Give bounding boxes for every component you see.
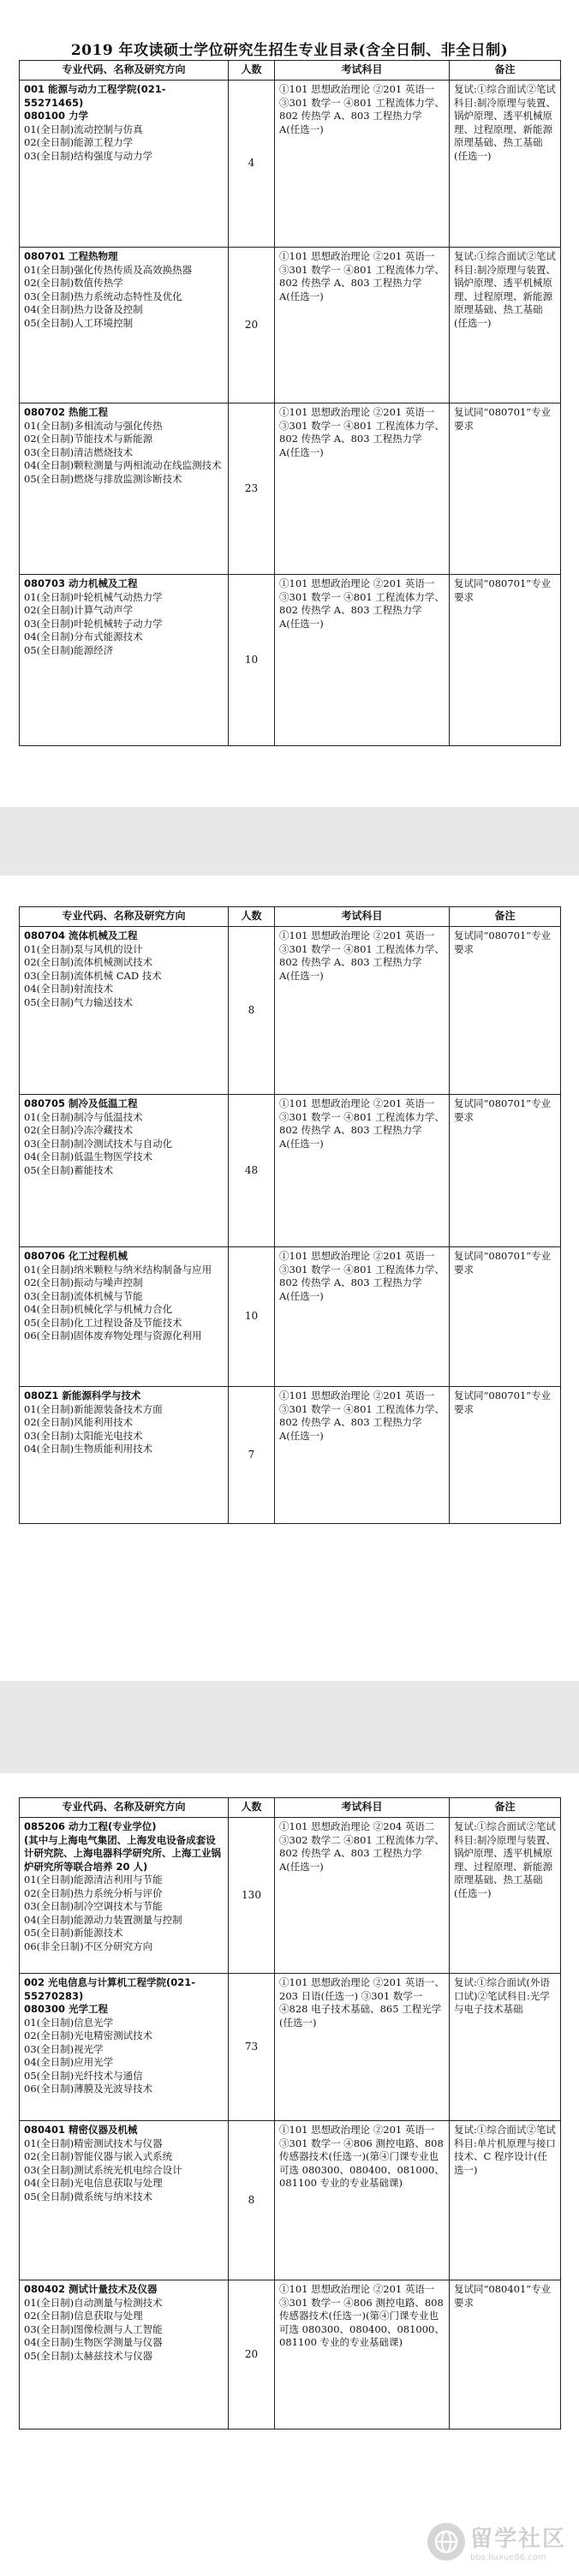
research-direction: 04(全日制)光电信息获取与处理	[24, 2177, 163, 2189]
research-direction: 05(全日制)新能源技术	[24, 1927, 123, 1939]
research-direction: 05(全日制)化工过程设备及节能技术	[24, 1316, 182, 1329]
table-row	[20, 1387, 561, 1524]
research-direction: 05(全日制)蓄能技术	[24, 1163, 114, 1176]
major-heading: 080706 化工过程机械	[24, 1250, 128, 1262]
major-heading: (其中与上海电气集团、上海发电设备成套设计研究院、上海电器科学研究所、上海工业锅炉研究所等联合培养 20 人)	[24, 1833, 221, 1873]
header-count: 人数	[229, 1798, 275, 1818]
page-title: 2019 年攻读硕士学位研究生招生专业目录(含全日制、非全日制)	[70, 42, 509, 59]
catalog-page-1	[0, 0, 579, 754]
notes-cell: 复试:①综合面试②笔试科目:制冷原理与装置、锅炉原理、透平机械原理、过程原理、新能源原理基础、热工基础(任选一)	[450, 81, 561, 248]
research-direction: 06(非全日制)不区分研究方向	[24, 1939, 153, 1952]
enrollment-count: 8	[229, 2121, 275, 2280]
notes-cell: 复试:①综合面试②笔试科目:单片机原理与接口技术、C 程序设计(任选一)	[450, 2121, 561, 2280]
notes-cell: 复试:①综合面试②笔试科目:制冷原理与装置、锅炉原理、透平机械原理、过程原理、新能源原理基础、热工基础(任选一)	[450, 1818, 561, 1974]
research-direction: 05(全日制)能源经济	[24, 643, 114, 656]
major-heading: 002 光电信息与计算机工程学院(021-55270283)	[24, 1976, 196, 2002]
notes-cell: 复试:①综合面试②笔试科目:制冷原理与装置、锅炉原理、透平机械原理、过程原理、新能源原理基础、热工基础(任选一)	[450, 248, 561, 403]
major-cell	[20, 403, 229, 575]
exam-subjects: ①101 思想政治理论 ②201 英语一 ③301 数学一 ④801 工程流体力学、802 传热学 A、803 工程热力学 A(任选一)	[275, 1247, 450, 1387]
major-heading: 080100 力学	[24, 110, 89, 122]
research-direction: 01(全日制)新能源装备技术方面	[24, 1402, 163, 1415]
research-direction: 01(全日制)能源清洁利用与节能	[24, 1874, 163, 1886]
research-direction: 02(全日制)数值传热学	[24, 277, 123, 289]
header-major: 专业代码、名称及研究方向	[20, 1798, 229, 1818]
watermark-name: 留学社区	[469, 2526, 566, 2552]
research-direction: 05(全日制)燃烧与排放监测诊断技术	[24, 472, 182, 485]
table-header-row	[20, 1798, 561, 1818]
research-direction: 02(全日制)节能技术与新能源	[24, 433, 153, 445]
research-direction: 04(全日制)生物医学测量与仪器	[24, 2336, 163, 2348]
major-cell	[20, 248, 229, 403]
research-direction: 03(全日制)结构强度与动力学	[24, 149, 153, 162]
research-direction: 04(全日制)机械化学与机械力合化	[24, 1303, 173, 1315]
enrollment-count: 10	[229, 575, 275, 746]
major-heading: 085206 动力工程(专业学位)	[24, 1820, 157, 1832]
research-direction: 02(全日制)计算气动声学	[24, 604, 134, 616]
research-direction: 03(全日制)太阳能光电技术	[24, 1429, 143, 1442]
exam-subjects: ①101 思想政治理论 ②201 英语一 ③301 数学一 ④801 工程流体力学、802 传热学 A、803 工程热力学 A(任选一)	[275, 1387, 450, 1524]
research-direction: 01(全日制)自动测量与检测技术	[24, 2296, 163, 2309]
enrollment-count: 48	[229, 1095, 275, 1247]
research-direction: 05(全日制)太赫兹技术与仪器	[24, 2349, 153, 2362]
research-direction: 04(全日制)能源动力装置测量与控制	[24, 1913, 182, 1926]
header-count: 人数	[229, 61, 275, 81]
table-row	[20, 927, 561, 1095]
table-row	[20, 1818, 561, 1974]
research-direction: 04(全日制)颗粒测量与两相流动在线监测技术	[24, 459, 222, 471]
major-cell	[20, 1818, 229, 1974]
table-row	[20, 1974, 561, 2121]
table-row	[20, 2121, 561, 2280]
notes-cell: 复试同“080701”专业要求	[450, 1387, 561, 1524]
research-direction: 01(全日制)叶轮机械气动热力学	[24, 590, 163, 603]
research-direction: 03(全日制)制冷测试技术与自动化	[24, 1137, 173, 1150]
catalog-table	[19, 60, 561, 746]
table-header-row	[20, 61, 561, 81]
research-direction: 01(全日制)精密测试技术与仪器	[24, 2137, 163, 2149]
research-direction: 06(全日制)固体废弃物处理与资源化利用	[24, 1330, 202, 1342]
research-direction: 02(全日制)能源工程力学	[24, 136, 134, 148]
enrollment-count: 20	[229, 2280, 275, 2430]
research-direction: 01(全日制)强化传热传质及高效换热器	[24, 263, 193, 276]
notes-cell: 复试同“080701”专业要求	[450, 1095, 561, 1247]
catalog-page-2	[0, 876, 579, 1681]
table-row	[20, 403, 561, 575]
enrollment-count: 23	[229, 403, 275, 575]
header-count: 人数	[229, 907, 275, 927]
header-subjects: 考试科目	[275, 1798, 450, 1818]
research-direction: 03(全日制)清洁燃烧技术	[24, 445, 134, 458]
research-direction: 06(全日制)薄膜及光波导技术	[24, 2083, 153, 2095]
major-cell	[20, 1247, 229, 1387]
research-direction: 05(全日制)微系统与纳米技术	[24, 2190, 153, 2202]
exam-subjects: ①101 思想政治理论 ②201 英语一、203 日语(任选一) ③301 数学一 ④828 电子技术基础、865 工程光学(任选一)	[275, 1974, 450, 2121]
research-direction: 03(全日制)图像检测与人工智能	[24, 2322, 163, 2335]
table-row	[20, 1247, 561, 1387]
header-subjects: 考试科目	[275, 61, 450, 81]
research-direction: 03(全日制)叶轮机械转子动力学	[24, 617, 163, 630]
research-direction: 01(全日制)多相流动与强化传热	[24, 419, 163, 432]
research-direction: 04(全日制)低温生物医学技术	[24, 1151, 153, 1162]
exam-subjects: ①101 思想政治理论 ②201 英语一 ③301 数学一 ④801 工程流体力学、802 传热学 A、803 工程热力学 A(任选一)	[275, 927, 450, 1095]
major-cell	[20, 1974, 229, 2121]
exam-subjects: ①101 思想政治理论 ②201 英语一 ③301 数学一 ④801 工程流体力学、802 传热学 A、803 工程热力学 A(任选一)	[275, 1095, 450, 1247]
table-row	[20, 2280, 561, 2430]
major-cell	[20, 1095, 229, 1247]
header-notes: 备注	[450, 61, 561, 81]
globe-icon	[427, 2523, 465, 2561]
page-gap	[0, 1681, 579, 1773]
table-row	[20, 248, 561, 403]
research-direction: 02(全日制)信息获取与处理	[24, 2310, 143, 2322]
research-direction: 04(全日制)热力设备及控制	[24, 303, 143, 315]
enrollment-count: 130	[229, 1818, 275, 1974]
enrollment-count: 8	[229, 927, 275, 1095]
catalog-table	[19, 906, 561, 1524]
research-direction: 05(全日制)光纤技术与通信	[24, 2069, 143, 2082]
research-direction: 02(全日制)热力系统分析与评价	[24, 1886, 163, 1899]
notes-cell: 复试同“080401”专业要求	[450, 2280, 561, 2430]
research-direction: 03(全日制)流体机械与节能	[24, 1289, 143, 1302]
notes-cell: 复试同“080701”专业要求	[450, 1247, 561, 1387]
notes-cell: 复试同“080701”专业要求	[450, 927, 561, 1095]
research-direction: 02(全日制)冷冻冷藏技术	[24, 1124, 134, 1136]
major-cell	[20, 2121, 229, 2280]
research-direction: 04(全日制)应用光学	[24, 2056, 114, 2068]
exam-subjects: ①101 思想政治理论 ②201 英语一 ③301 数学一 ④801 工程流体力学、802 传热学 A、803 工程热力学 A(任选一)	[275, 403, 450, 575]
exam-subjects: ①101 思想政治理论 ②201 英语一 ③301 数学一 ④801 工程流体力学、802 传热学 A、803 工程热力学 A(任选一)	[275, 81, 450, 248]
header-notes: 备注	[450, 1798, 561, 1818]
header-major: 专业代码、名称及研究方向	[20, 907, 229, 927]
research-direction: 04(全日制)射流技术	[24, 983, 114, 995]
notes-cell: 复试同“080701”专业要求	[450, 403, 561, 575]
header-notes: 备注	[450, 907, 561, 927]
major-heading: 080704 流体机械及工程	[24, 929, 138, 941]
table-row	[20, 575, 561, 746]
watermark-url: bbs.liuxue86.com	[469, 2553, 546, 2562]
research-direction: 02(全日制)流体机械测试技术	[24, 956, 153, 968]
research-direction: 01(全日制)泵与风机的设计	[24, 942, 143, 955]
major-heading: 080402 测试计量技术及仪器	[24, 2283, 158, 2295]
research-direction: 01(全日制)制冷与低温技术	[24, 1110, 143, 1123]
table-header-row	[20, 907, 561, 927]
research-direction: 05(全日制)人工环境控制	[24, 316, 134, 329]
notes-cell: 复试同“080701”专业要求	[450, 575, 561, 746]
research-direction: 02(全日制)智能仪器与嵌入式系统	[24, 2150, 173, 2162]
major-heading: 080702 热能工程	[24, 406, 109, 418]
major-cell	[20, 1387, 229, 1524]
research-direction: 01(全日制)流动控制与仿真	[24, 123, 143, 135]
major-heading: 001 能源与动力工程学院(021-55271465)	[24, 83, 166, 109]
major-cell	[20, 2280, 229, 2430]
major-heading: 080705 制冷及低温工程	[24, 1097, 138, 1109]
exam-subjects: ①101 思想政治理论 ②201 英语一 ③301 数学一 ④801 工程流体力学、802 传热学 A、803 工程热力学 A(任选一)	[275, 248, 450, 403]
catalog-page-3	[0, 1773, 579, 2576]
page-gap	[0, 807, 579, 876]
exam-subjects: ①101 思想政治理论 ②201 英语一 ③301 数学一 ④806 测控电路、808 传感器技术(任选一)(第④门课专业也可选 080300、080400、081000、081100 专业的专业基础课)	[275, 2121, 450, 2280]
research-direction: 04(全日制)分布式能源技术	[24, 631, 143, 643]
research-direction: 03(全日制)流体机械 CAD 技术	[24, 969, 162, 982]
enrollment-count: 10	[229, 1247, 275, 1387]
major-heading: 080701 工程热物理	[24, 250, 118, 262]
major-cell	[20, 575, 229, 746]
header-subjects: 考试科目	[275, 907, 450, 927]
exam-subjects: ①101 思想政治理论 ②204 英语二 ③302 数学二 ④801 工程流体力学、802 传热学 A、803 工程热力学 A(任选一)	[275, 1818, 450, 1974]
table-row	[20, 81, 561, 248]
research-direction: 03(全日制)热力系统动态特性及优化	[24, 290, 182, 302]
research-direction: 01(全日制)信息光学	[24, 2016, 114, 2029]
research-direction: 05(全日制)气力输送技术	[24, 995, 134, 1008]
enrollment-count: 4	[229, 81, 275, 248]
research-direction: 03(全日制)制冷空调技术与节能	[24, 1900, 163, 1912]
enrollment-count: 73	[229, 1974, 275, 2121]
major-heading: 080300 光学工程	[24, 2003, 109, 2015]
major-heading: 080401 精密仪器及机械	[24, 2124, 138, 2136]
research-direction: 03(全日制)测试系统光机电综合设计	[24, 2163, 182, 2176]
major-cell	[20, 927, 229, 1095]
research-direction: 02(全日制)振动与噪声控制	[24, 1276, 143, 1288]
major-heading: 080703 动力机械及工程	[24, 577, 138, 589]
catalog-table	[19, 1797, 561, 2430]
exam-subjects: ①101 思想政治理论 ②201 英语一 ③301 数学一 ④801 工程流体力学、802 传热学 A、803 工程热力学 A(任选一)	[275, 575, 450, 746]
enrollment-count: 7	[229, 1387, 275, 1524]
research-direction: 04(全日制)生物质能利用技术	[24, 1443, 153, 1455]
research-direction: 03(全日制)视光学	[24, 2042, 104, 2055]
major-heading: 080Z1 新能源科学与技术	[24, 1390, 141, 1402]
header-major: 专业代码、名称及研究方向	[20, 61, 229, 81]
major-cell	[20, 81, 229, 248]
site-watermark	[420, 2514, 574, 2569]
research-direction: 01(全日制)纳米颗粒与纳米结构制备与应用	[24, 1263, 212, 1276]
enrollment-count: 20	[229, 248, 275, 403]
table-row	[20, 1095, 561, 1247]
exam-subjects: ①101 思想政治理论 ②201 英语一 ③301 数学一 ④806 测控电路、808 传感器技术(任选一)(第④门课专业也可选 080300、080400、081000、081100 专业的专业基础课)	[275, 2280, 450, 2430]
notes-cell: 复试:①综合面试(外语口试)②笔试科目:光学与电子技术基础	[450, 1974, 561, 2121]
research-direction: 02(全日制)风能利用技术	[24, 1416, 134, 1428]
research-direction: 02(全日制)光电精密测试技术	[24, 2029, 153, 2041]
